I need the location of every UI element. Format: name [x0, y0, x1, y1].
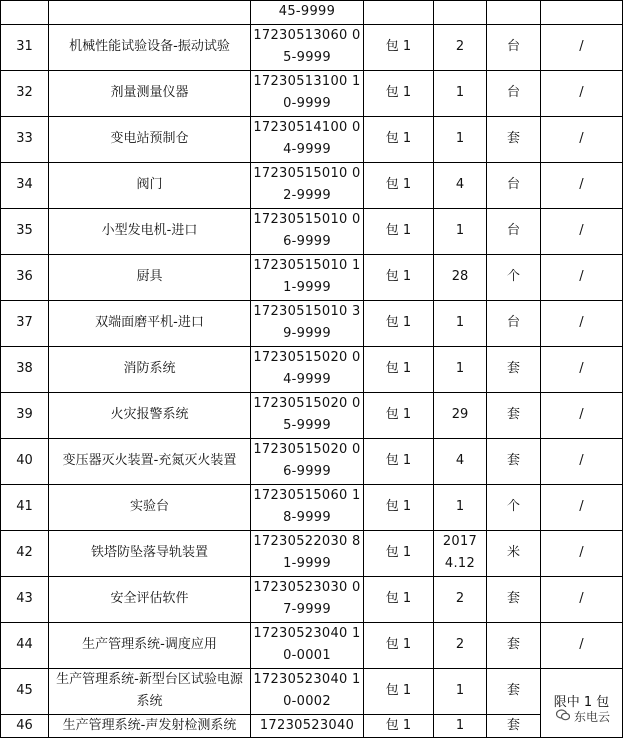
- table-row: [1, 484, 623, 530]
- unit-cell: 米: [487, 530, 541, 576]
- table-row: [1, 208, 623, 254]
- package-cell: 包 1: [364, 622, 434, 668]
- unit-cell: 个: [487, 254, 541, 300]
- item-name-cell: 铁塔防坠落导轨装置: [49, 530, 251, 576]
- unit-cell: 台: [487, 24, 541, 70]
- item-name-cell: 生产管理系统-新型台区试验电源系统: [49, 668, 251, 714]
- table-row: [1, 668, 623, 714]
- quantity-cell: 4: [434, 162, 487, 208]
- unit-cell: 套: [487, 392, 541, 438]
- row-number-cell: 44: [1, 622, 49, 668]
- item-code-cell: 17230515010 11-9999: [251, 254, 364, 300]
- quantity-cell: 1: [434, 116, 487, 162]
- note-cell: /: [541, 484, 623, 530]
- quantity-cell: 2017 4.12: [434, 530, 487, 576]
- note-cell: /: [541, 254, 623, 300]
- package-cell: 包 1: [364, 576, 434, 622]
- item-code-cell: 17230515020 06-9999: [251, 438, 364, 484]
- item-name-cell: [49, 1, 251, 25]
- note-cell: /: [541, 346, 623, 392]
- unit-cell: 个: [487, 484, 541, 530]
- item-code-cell: 17230513100 10-9999: [251, 70, 364, 116]
- note-cell: /: [541, 576, 623, 622]
- item-name-cell: 变电站预制仓: [49, 116, 251, 162]
- note-cell: /: [541, 162, 623, 208]
- unit-cell: [487, 1, 541, 25]
- item-name-cell: 厨具: [49, 254, 251, 300]
- watermark-text: 东电云: [573, 710, 610, 724]
- item-name-cell: 小型发电机-进口: [49, 208, 251, 254]
- table-row: [1, 116, 623, 162]
- quantity-cell: 29: [434, 392, 487, 438]
- table-row: [1, 254, 623, 300]
- row-number-cell: 39: [1, 392, 49, 438]
- table-row: [1, 1, 623, 25]
- item-code-cell: 17230515020 05-9999: [251, 392, 364, 438]
- row-number-cell: 32: [1, 70, 49, 116]
- row-number-cell: 46: [1, 714, 49, 738]
- item-code-cell: 17230523030 07-9999: [251, 576, 364, 622]
- note-cell: /: [541, 116, 623, 162]
- quantity-cell: 28: [434, 254, 487, 300]
- quantity-cell: 2: [434, 24, 487, 70]
- package-cell: 包 1: [364, 208, 434, 254]
- item-name-cell: 机械性能试验设备-振动试验: [49, 24, 251, 70]
- row-number-cell: 43: [1, 576, 49, 622]
- package-cell: 包 1: [364, 24, 434, 70]
- note-cell: /: [541, 392, 623, 438]
- row-number-cell: 35: [1, 208, 49, 254]
- note-cell: /: [541, 300, 623, 346]
- note-cell: 限中 1 包: [541, 668, 623, 738]
- quantity-cell: 1: [434, 668, 487, 714]
- quantity-cell: 1: [434, 346, 487, 392]
- table-row: [1, 622, 623, 668]
- package-cell: 包 1: [364, 162, 434, 208]
- row-number-cell: 37: [1, 300, 49, 346]
- package-cell: 包 1: [364, 438, 434, 484]
- quantity-cell: 1: [434, 484, 487, 530]
- watermark: [556, 708, 610, 725]
- item-name-cell: 剂量测量仪器: [49, 70, 251, 116]
- unit-cell: 套: [487, 576, 541, 622]
- unit-cell: 套: [487, 116, 541, 162]
- item-code-cell: 17230513060 05-9999: [251, 24, 364, 70]
- note-cell: [541, 1, 623, 25]
- package-cell: 包 1: [364, 484, 434, 530]
- item-code-cell: 17230514100 04-9999: [251, 116, 364, 162]
- item-code-cell: 17230515010 06-9999: [251, 208, 364, 254]
- table-row: [1, 714, 623, 738]
- table-row: [1, 438, 623, 484]
- row-number-cell: 33: [1, 116, 49, 162]
- quantity-cell: 2: [434, 576, 487, 622]
- note-cell: /: [541, 438, 623, 484]
- package-cell: 包 1: [364, 346, 434, 392]
- note-cell: /: [541, 70, 623, 116]
- package-cell: 包 1: [364, 70, 434, 116]
- unit-cell: 台: [487, 162, 541, 208]
- note-cell: /: [541, 622, 623, 668]
- row-number-cell: 45: [1, 668, 49, 714]
- package-cell: 包 1: [364, 714, 434, 738]
- item-code-cell: 17230523040 10-0002: [251, 668, 364, 714]
- item-code-cell: 17230515020 04-9999: [251, 346, 364, 392]
- package-cell: 包 1: [364, 254, 434, 300]
- item-name-cell: 阀门: [49, 162, 251, 208]
- item-code-cell: 17230522030 81-9999: [251, 530, 364, 576]
- row-number-cell: 38: [1, 346, 49, 392]
- item-name-cell: 消防系统: [49, 346, 251, 392]
- unit-cell: 套: [487, 714, 541, 738]
- quantity-cell: 1: [434, 300, 487, 346]
- unit-cell: 台: [487, 70, 541, 116]
- row-number-cell: 40: [1, 438, 49, 484]
- table-row: [1, 530, 623, 576]
- table-row: [1, 162, 623, 208]
- item-name-cell: 实验台: [49, 484, 251, 530]
- note-cell: /: [541, 208, 623, 254]
- unit-cell: 台: [487, 300, 541, 346]
- item-code-cell: 17230523040 10-0001: [251, 622, 364, 668]
- unit-cell: 台: [487, 208, 541, 254]
- package-cell: [364, 1, 434, 25]
- item-code-cell: 17230523040: [251, 714, 364, 738]
- unit-cell: 套: [487, 346, 541, 392]
- note-cell: /: [541, 24, 623, 70]
- unit-cell: 套: [487, 668, 541, 714]
- table-row: [1, 392, 623, 438]
- item-name-cell: 生产管理系统-调度应用: [49, 622, 251, 668]
- item-name-cell: 安全评估软件: [49, 576, 251, 622]
- item-code-cell: 17230515010 39-9999: [251, 300, 364, 346]
- item-code-cell: 17230515060 18-9999: [251, 484, 364, 530]
- quantity-cell: 1: [434, 208, 487, 254]
- item-code-cell: 17230515010 02-9999: [251, 162, 364, 208]
- package-cell: 包 1: [364, 668, 434, 714]
- note-cell: /: [541, 530, 623, 576]
- item-name-cell: 生产管理系统-声发射检测系统: [49, 714, 251, 738]
- row-number-cell: [1, 1, 49, 25]
- item-name-cell: 双端面磨平机-进口: [49, 300, 251, 346]
- table-row: [1, 70, 623, 116]
- row-number-cell: 31: [1, 24, 49, 70]
- item-name-cell: 变压器灭火装置-充氮灭火装置: [49, 438, 251, 484]
- quantity-cell: 2: [434, 622, 487, 668]
- row-number-cell: 41: [1, 484, 49, 530]
- quantity-cell: 4: [434, 438, 487, 484]
- item-code-cell: 45-9999: [251, 1, 364, 25]
- quantity-cell: [434, 1, 487, 25]
- unit-cell: 套: [487, 622, 541, 668]
- table-row: [1, 346, 623, 392]
- table-row: [1, 300, 623, 346]
- row-number-cell: 42: [1, 530, 49, 576]
- quantity-cell: 1: [434, 714, 487, 738]
- unit-cell: 套: [487, 438, 541, 484]
- package-cell: 包 1: [364, 300, 434, 346]
- item-name-cell: 火灾报警系统: [49, 392, 251, 438]
- row-number-cell: 36: [1, 254, 49, 300]
- table-row: [1, 576, 623, 622]
- wechat-icon: [556, 709, 570, 724]
- quantity-cell: 1: [434, 70, 487, 116]
- package-cell: 包 1: [364, 530, 434, 576]
- row-number-cell: 34: [1, 162, 49, 208]
- package-cell: 包 1: [364, 392, 434, 438]
- package-cell: 包 1: [364, 116, 434, 162]
- table-row: [1, 24, 623, 70]
